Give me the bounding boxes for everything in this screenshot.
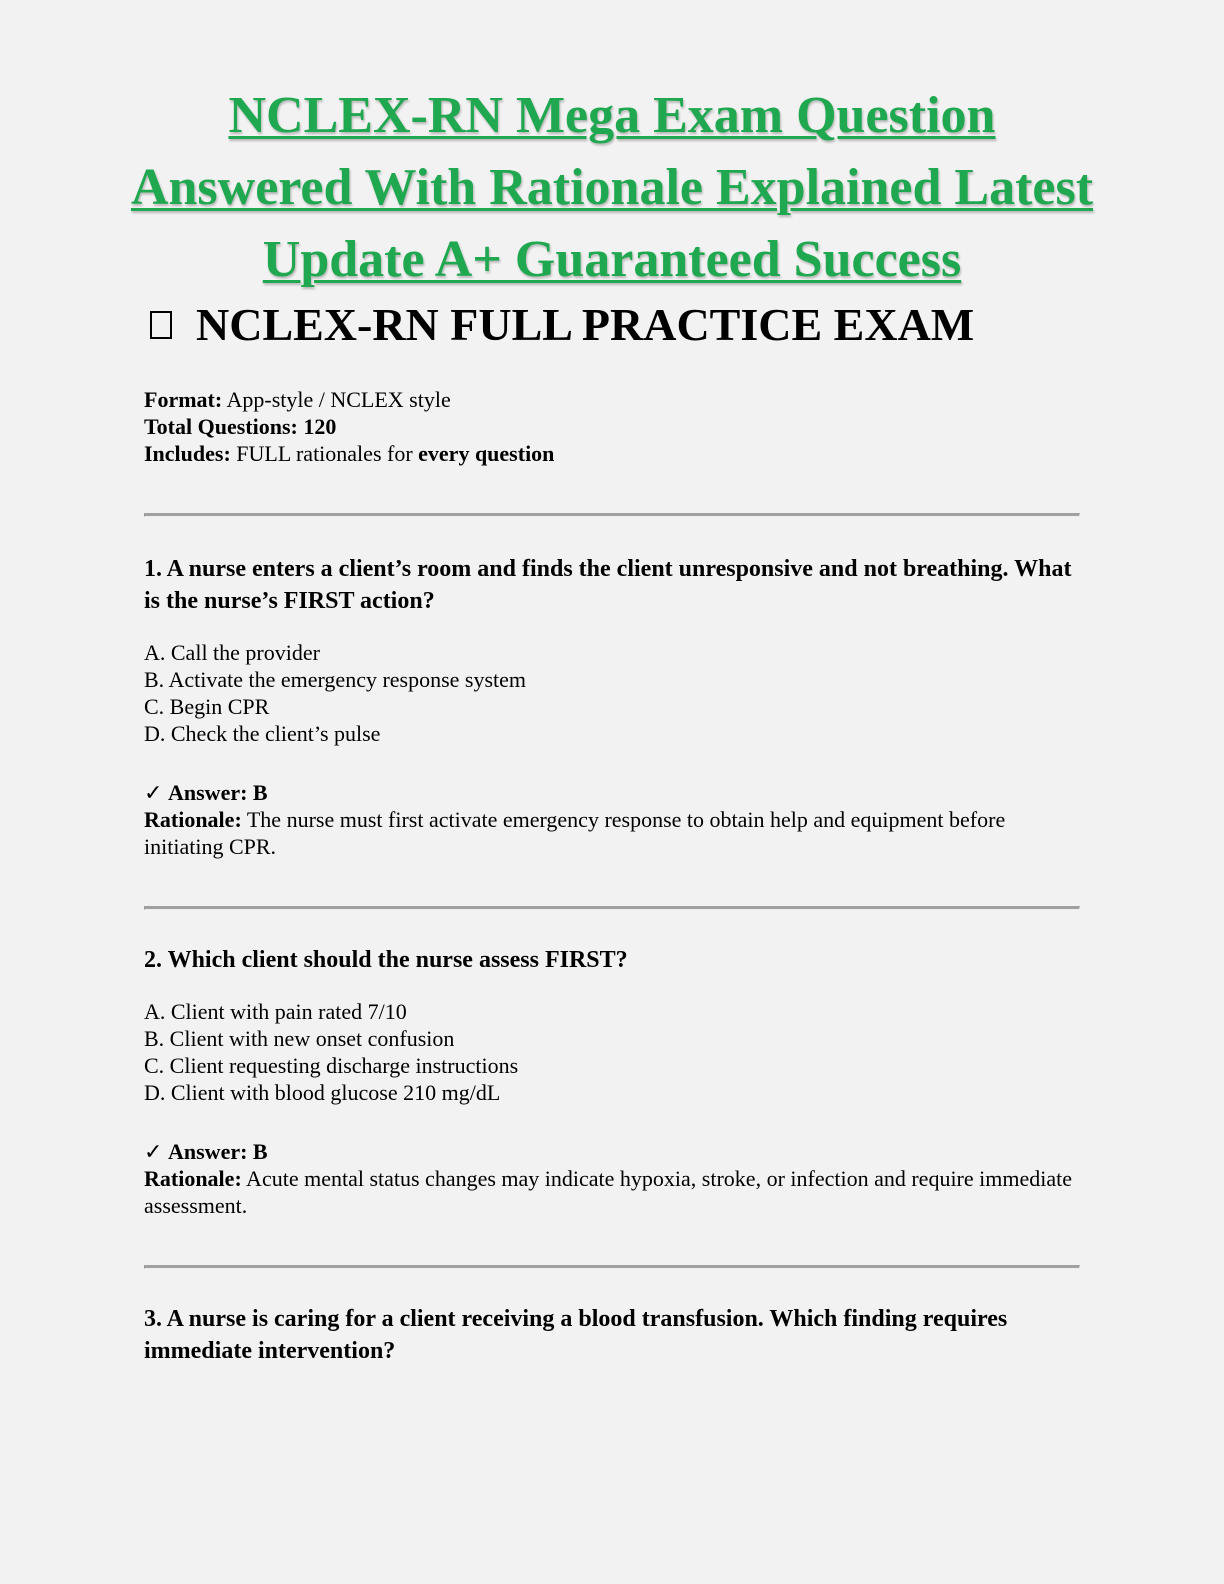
answer-block — [144, 779, 1080, 860]
includes-label: Includes: — [144, 441, 231, 466]
option-item: A. Call the provider — [144, 640, 320, 665]
option-item: D. Check the client’s pulse — [144, 721, 381, 746]
includes-emphasis: every question — [418, 441, 555, 466]
format-line — [144, 386, 1080, 413]
includes-line — [144, 440, 1080, 467]
includes-value: FULL rationales for — [230, 441, 419, 466]
rationale-label: Rationale: — [144, 1166, 242, 1191]
section-divider — [144, 513, 1080, 517]
checkmark-icon: ✓ — [144, 780, 163, 805]
answer-options — [144, 639, 1080, 747]
format-label: Format: — [144, 387, 223, 412]
answer-block — [144, 1138, 1080, 1219]
total-questions-label: Total Questions: 120 — [144, 414, 337, 439]
question-block — [144, 944, 1080, 1219]
answer-options — [144, 998, 1080, 1106]
exam-heading — [144, 296, 1080, 354]
option-item: A. Client with pain rated 7/10 — [144, 999, 407, 1024]
checkmark-icon: ✓ — [144, 1139, 163, 1164]
question-text: 3. A nurse is caring for a client receiving a blood transfusion. Which finding requires immediate intervention? — [144, 1306, 1008, 1364]
question-block — [144, 1303, 1080, 1367]
option-item: D. Client with blood glucose 210 mg/dL — [144, 1080, 501, 1105]
section-divider — [144, 1265, 1080, 1269]
question-block — [144, 553, 1080, 860]
option-item: C. Begin CPR — [144, 694, 270, 719]
exam-info — [144, 386, 1080, 467]
answer-text: Answer: B — [168, 780, 268, 805]
missing-glyph-icon — [150, 311, 172, 339]
question-text: 2. Which client should the nurse assess FIRST? — [144, 947, 628, 973]
document-title: NCLEX-RN Mega Exam Question Answered With Rationale Explained Latest Update A+ Guaranteed Success — [130, 87, 1094, 288]
question-text: 1. A nurse enters a client’s room and finds the client unresponsive and not breathing. What is the nurse’s FIRST action? — [144, 556, 1072, 614]
answer-line — [144, 779, 1080, 806]
exam-heading-text: NCLEX-RN FULL PRACTICE EXAM — [196, 299, 975, 350]
answer-text: Answer: B — [168, 1139, 268, 1164]
document-page — [130, 80, 1094, 1367]
answer-line — [144, 1138, 1080, 1165]
rationale-text: The nurse must first activate emergency response to obtain help and equipment before initiating CPR. — [144, 807, 1006, 859]
rationale-line — [144, 1165, 1080, 1219]
option-item: B. Client with new onset confusion — [144, 1026, 455, 1051]
section-divider — [144, 906, 1080, 910]
format-value: App-style / NCLEX style — [222, 387, 451, 412]
option-item: C. Client requesting discharge instructions — [144, 1053, 519, 1078]
total-questions-line — [144, 413, 1080, 440]
rationale-text: Acute mental status changes may indicate hypoxia, stroke, or infection and require immediate assessment. — [144, 1166, 1072, 1218]
rationale-line — [144, 806, 1080, 860]
rationale-label: Rationale: — [144, 807, 242, 832]
option-item: B. Activate the emergency response system — [144, 667, 527, 692]
